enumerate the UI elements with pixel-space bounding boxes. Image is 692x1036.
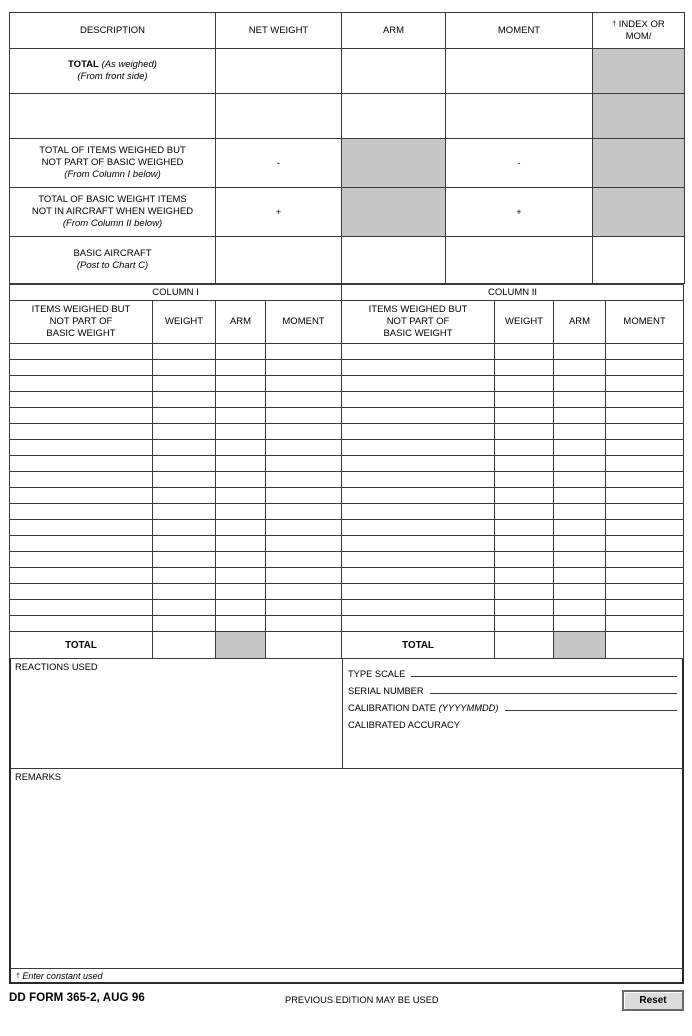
row-label-items-weighed: TOTAL OF ITEMS WEIGHED BUT NOT PART OF BASIC WEIGHED (From Column I below) [10, 139, 216, 188]
entry-arm-col2[interactable] [554, 504, 606, 520]
summary-row-total-as-weighed [10, 49, 685, 94]
entry-description-col1[interactable] [10, 616, 153, 632]
table-row [10, 616, 684, 632]
entry-description-col2[interactable] [342, 568, 495, 584]
field-arm-basic-aircraft[interactable] [342, 237, 446, 284]
entry-moment-col2[interactable] [606, 568, 684, 584]
type-scale-input[interactable] [411, 675, 677, 677]
table-row [10, 472, 684, 488]
field-arm-items-weighed [342, 139, 446, 188]
row-label-basic-aircraft: BASIC AIRCRAFT (Post to Chart C) [10, 237, 216, 284]
entry-description-col1[interactable] [10, 456, 153, 472]
entry-description-col2[interactable] [342, 600, 495, 616]
subheader-arm-col1: ARM [216, 301, 266, 344]
entry-weight-col2[interactable] [495, 504, 554, 520]
serial-number-field-row [348, 679, 677, 696]
summary-table [9, 12, 685, 284]
table-row [10, 408, 684, 424]
entry-description-col2[interactable] [342, 520, 495, 536]
entry-moment-col2[interactable] [606, 552, 684, 568]
entry-description-col1[interactable] [10, 520, 153, 536]
row-label-blank[interactable] [10, 94, 216, 139]
entry-arm-col1[interactable] [216, 424, 266, 440]
entry-weight-col1[interactable] [153, 504, 216, 520]
entry-moment-col2[interactable] [606, 520, 684, 536]
entry-description-col2[interactable] [342, 392, 495, 408]
entry-description-col1[interactable] [10, 408, 153, 424]
total-moment-col1[interactable] [266, 632, 342, 659]
entry-arm-col2[interactable] [554, 456, 606, 472]
entry-arm-col2[interactable] [554, 360, 606, 376]
entry-description-col2[interactable] [342, 376, 495, 392]
entry-description-col2[interactable] [342, 552, 495, 568]
entry-arm-col1[interactable] [216, 520, 266, 536]
serial-number-input[interactable] [430, 692, 677, 694]
entry-weight-col1[interactable] [153, 488, 216, 504]
entry-description-col1[interactable] [10, 488, 153, 504]
entry-arm-col2[interactable] [554, 552, 606, 568]
table-row [10, 520, 684, 536]
footnote-dagger-marker-icon: † [16, 973, 20, 980]
entry-moment-col1[interactable] [266, 408, 342, 424]
entry-arm-col2[interactable] [554, 424, 606, 440]
entry-moment-col1[interactable] [266, 584, 342, 600]
scale-info-box [343, 659, 682, 768]
entry-arm-col2[interactable] [554, 584, 606, 600]
table-row [10, 504, 684, 520]
entry-description-col2[interactable] [342, 360, 495, 376]
header-net-weight: NET WEIGHT [216, 13, 342, 49]
total-label-col2: TOTAL [342, 632, 495, 659]
field-net-weight-basic-items[interactable]: + [216, 188, 342, 237]
entry-weight-col1[interactable] [153, 344, 216, 360]
entry-weight-col2[interactable] [495, 408, 554, 424]
table-row [10, 376, 684, 392]
entry-description-col1[interactable] [10, 360, 153, 376]
entry-weight-col1[interactable] [153, 376, 216, 392]
entry-description-col1[interactable] [10, 552, 153, 568]
entry-arm-col1[interactable] [216, 616, 266, 632]
footnote-text: Enter constant used [22, 971, 103, 981]
field-index-items-weighed [593, 139, 685, 188]
calibrated-accuracy-field-row [348, 713, 677, 730]
entry-weight-col1[interactable] [153, 440, 216, 456]
entry-description-col1[interactable] [10, 440, 153, 456]
entry-description-col2[interactable] [342, 504, 495, 520]
header-arm: ARM [342, 13, 446, 49]
entry-description-col2[interactable] [342, 456, 495, 472]
header-moment: MOMENT [446, 13, 593, 49]
entry-arm-col1[interactable] [216, 440, 266, 456]
field-index-blank [593, 94, 685, 139]
entry-weight-col2[interactable] [495, 344, 554, 360]
entry-weight-col1[interactable] [153, 472, 216, 488]
entry-arm-col2[interactable] [554, 536, 606, 552]
entry-arm-col2[interactable] [554, 472, 606, 488]
entry-arm-col1[interactable] [216, 488, 266, 504]
entry-arm-col1[interactable] [216, 536, 266, 552]
entry-moment-col1[interactable] [266, 520, 342, 536]
entry-description-col2[interactable] [342, 440, 495, 456]
entry-weight-col2[interactable] [495, 392, 554, 408]
entry-arm-col2[interactable] [554, 376, 606, 392]
field-arm-blank[interactable] [342, 94, 446, 139]
entry-weight-col1[interactable] [153, 456, 216, 472]
entry-moment-col1[interactable] [266, 504, 342, 520]
entry-arm-col1[interactable] [216, 344, 266, 360]
dd-form-365-2 [0, 12, 692, 1036]
type-scale-label: TYPE SCALE [348, 669, 406, 679]
entry-weight-col1[interactable] [153, 616, 216, 632]
entry-moment-col2[interactable] [606, 456, 684, 472]
entry-moment-col2[interactable] [606, 408, 684, 424]
columns-band-row [10, 285, 684, 301]
entry-moment-col1[interactable] [266, 536, 342, 552]
entry-weight-col1[interactable] [153, 392, 216, 408]
entry-weight-col2[interactable] [495, 376, 554, 392]
entry-arm-col2[interactable] [554, 408, 606, 424]
serial-number-label: SERIAL NUMBER [348, 686, 424, 696]
entry-moment-col1[interactable] [266, 616, 342, 632]
entry-arm-col1[interactable] [216, 504, 266, 520]
table-row [10, 456, 684, 472]
entry-moment-col1[interactable] [266, 424, 342, 440]
calibration-date-label: CALIBRATION DATE (YYYYMMDD) [348, 703, 499, 713]
entry-arm-col1[interactable] [216, 360, 266, 376]
entry-moment-col1[interactable] [266, 456, 342, 472]
entry-moment-col1[interactable] [266, 376, 342, 392]
entry-weight-col2[interactable] [495, 360, 554, 376]
entry-moment-col2[interactable] [606, 424, 684, 440]
items-subheader-row [10, 301, 684, 344]
entry-description-col2[interactable] [342, 488, 495, 504]
subheader-moment-col2: MOMENT [606, 301, 684, 344]
entry-moment-col2[interactable] [606, 616, 684, 632]
entry-arm-col1[interactable] [216, 552, 266, 568]
table-row [10, 536, 684, 552]
entry-weight-col2[interactable] [495, 472, 554, 488]
summary-header-row [10, 13, 685, 49]
summary-row-items-weighed [10, 139, 685, 188]
field-arm-total[interactable] [342, 49, 446, 94]
entry-moment-col2[interactable] [606, 600, 684, 616]
entry-weight-col2[interactable] [495, 488, 554, 504]
field-net-weight-blank[interactable] [216, 94, 342, 139]
entry-weight-col1[interactable] [153, 408, 216, 424]
entry-arm-col1[interactable] [216, 408, 266, 424]
reset-button[interactable]: Reset [622, 990, 684, 1011]
entry-weight-col1[interactable] [153, 536, 216, 552]
entry-arm-col2[interactable] [554, 392, 606, 408]
entry-weight-col2[interactable] [495, 440, 554, 456]
total-arm-col1 [216, 632, 266, 659]
field-index-total [593, 49, 685, 94]
entry-moment-col2[interactable] [606, 392, 684, 408]
field-arm-basic-items [342, 188, 446, 237]
entry-moment-col1[interactable] [266, 568, 342, 584]
entry-weight-col1[interactable] [153, 568, 216, 584]
entry-weight-col2[interactable] [495, 616, 554, 632]
subheader-moment-col1: MOMENT [266, 301, 342, 344]
entry-arm-col2[interactable] [554, 440, 606, 456]
entry-weight-col2[interactable] [495, 536, 554, 552]
total-weight-col1[interactable] [153, 632, 216, 659]
entry-description-col2[interactable] [342, 408, 495, 424]
entry-description-col2[interactable] [342, 536, 495, 552]
subheader-arm-col2: ARM [554, 301, 606, 344]
entry-description-col1[interactable] [10, 536, 153, 552]
entry-description-col1[interactable] [10, 376, 153, 392]
field-moment-basic-aircraft[interactable] [446, 237, 593, 284]
field-moment-basic-items[interactable]: + [446, 188, 593, 237]
lower-information-section [9, 659, 684, 769]
entry-description-col1[interactable] [10, 584, 153, 600]
entry-arm-col2[interactable] [554, 600, 606, 616]
total-moment-col2[interactable] [606, 632, 684, 659]
summary-row-basic-aircraft [10, 237, 685, 284]
table-row [10, 344, 684, 360]
entry-moment-col1[interactable] [266, 488, 342, 504]
band-column-one: COLUMN I [10, 285, 342, 301]
entry-description-col1[interactable] [10, 600, 153, 616]
entry-moment-col1[interactable] [266, 552, 342, 568]
entry-moment-col2[interactable] [606, 472, 684, 488]
items-total-row [10, 632, 684, 659]
footnote-dagger-icon: † [612, 20, 617, 28]
entry-moment-col1[interactable] [266, 360, 342, 376]
total-weight-col2[interactable] [495, 632, 554, 659]
field-moment-total[interactable] [446, 49, 593, 94]
entry-weight-col1[interactable] [153, 600, 216, 616]
field-moment-items-weighed[interactable]: - [446, 139, 593, 188]
entry-arm-col2[interactable] [554, 488, 606, 504]
calibrated-accuracy-label: CALIBRATED ACCURACY [348, 720, 460, 730]
field-index-basic-items [593, 188, 685, 237]
subheader-weight-col1: WEIGHT [153, 301, 216, 344]
header-index-line2: MOM/ [625, 30, 652, 42]
summary-row-blank [10, 94, 685, 139]
entry-description-col1[interactable] [10, 344, 153, 360]
field-index-basic-aircraft[interactable] [593, 237, 685, 284]
summary-row-basic-weight-items [10, 188, 685, 237]
entry-description-col1[interactable] [10, 392, 153, 408]
subheader-description-col1: ITEMS WEIGHED BUT NOT PART OF BASIC WEIGHT [10, 301, 153, 344]
entry-weight-col2[interactable] [495, 424, 554, 440]
entry-weight-col2[interactable] [495, 584, 554, 600]
entry-moment-col1[interactable] [266, 344, 342, 360]
table-row [10, 360, 684, 376]
table-row [10, 440, 684, 456]
calibrated-accuracy-input[interactable] [466, 727, 677, 728]
entry-weight-col1[interactable] [153, 360, 216, 376]
table-row [10, 392, 684, 408]
entry-weight-col2[interactable] [495, 552, 554, 568]
entry-description-col1[interactable] [10, 568, 153, 584]
row-label-basic-weight-items: TOTAL OF BASIC WEIGHT ITEMS NOT IN AIRCRAFT WHEN WEIGHED (From Column II below) [10, 188, 216, 237]
table-row [10, 488, 684, 504]
header-index-or-mom [593, 13, 685, 49]
entry-arm-col1[interactable] [216, 392, 266, 408]
table-row [10, 584, 684, 600]
entry-weight-col1[interactable] [153, 584, 216, 600]
entry-moment-col1[interactable] [266, 472, 342, 488]
entry-arm-col2[interactable] [554, 520, 606, 536]
entry-moment-col2[interactable] [606, 440, 684, 456]
table-row [10, 424, 684, 440]
reactions-used-box[interactable] [11, 659, 343, 768]
entry-description-col1[interactable] [10, 504, 153, 520]
entry-weight-col2[interactable] [495, 600, 554, 616]
entry-moment-col1[interactable] [266, 600, 342, 616]
entry-moment-col2[interactable] [606, 360, 684, 376]
calibration-date-field-row [348, 696, 677, 713]
entry-arm-col1[interactable] [216, 472, 266, 488]
entry-moment-col2[interactable] [606, 504, 684, 520]
entry-arm-col1[interactable] [216, 456, 266, 472]
entry-arm-col1[interactable] [216, 584, 266, 600]
entry-moment-col1[interactable] [266, 392, 342, 408]
subheader-description-col2: ITEMS WEIGHED BUT NOT PART OF BASIC WEIGHT [342, 301, 495, 344]
header-description: DESCRIPTION [10, 13, 216, 49]
type-scale-field-row [348, 662, 677, 679]
entry-description-col2[interactable] [342, 616, 495, 632]
entry-description-col1[interactable] [10, 472, 153, 488]
entry-description-col2[interactable] [342, 344, 495, 360]
items-table [9, 284, 684, 659]
entry-weight-col2[interactable] [495, 520, 554, 536]
form-footer-bar [9, 990, 684, 1024]
entry-weight-col2[interactable] [495, 456, 554, 472]
entry-moment-col2[interactable] [606, 584, 684, 600]
remarks-box[interactable] [9, 769, 684, 969]
entry-arm-col1[interactable] [216, 600, 266, 616]
table-row [10, 552, 684, 568]
remarks-label: REMARKS [15, 772, 61, 782]
footnote-box [9, 969, 684, 984]
entry-moment-col2[interactable] [606, 536, 684, 552]
header-index-line1: INDEX OR [618, 18, 665, 30]
field-net-weight-items-weighed[interactable]: - [216, 139, 342, 188]
entry-arm-col1[interactable] [216, 376, 266, 392]
entry-description-col2[interactable] [342, 472, 495, 488]
previous-edition-note: PREVIOUS EDITION MAY BE USED [285, 995, 439, 1005]
entry-weight-col1[interactable] [153, 552, 216, 568]
entry-moment-col2[interactable] [606, 488, 684, 504]
table-row [10, 600, 684, 616]
entry-moment-col1[interactable] [266, 440, 342, 456]
entry-weight-col1[interactable] [153, 424, 216, 440]
entry-description-col2[interactable] [342, 424, 495, 440]
subheader-weight-col2: WEIGHT [495, 301, 554, 344]
field-moment-blank[interactable] [446, 94, 593, 139]
band-column-two: COLUMN II [342, 285, 684, 301]
entry-arm-col2[interactable] [554, 344, 606, 360]
reactions-used-label: REACTIONS USED [15, 662, 98, 672]
entry-arm-col2[interactable] [554, 616, 606, 632]
entry-moment-col2[interactable] [606, 376, 684, 392]
total-arm-col2 [554, 632, 606, 659]
entry-weight-col2[interactable] [495, 568, 554, 584]
entry-moment-col2[interactable] [606, 344, 684, 360]
field-net-weight-total[interactable] [216, 49, 342, 94]
form-identifier: DD FORM 365-2, AUG 96 [9, 992, 145, 1004]
calibration-date-input[interactable] [505, 709, 678, 711]
row-label-total-as-weighed: TOTAL (As weighed) (From front side) [10, 49, 216, 94]
entry-description-col1[interactable] [10, 424, 153, 440]
field-net-weight-basic-aircraft[interactable] [216, 237, 342, 284]
entry-description-col2[interactable] [342, 584, 495, 600]
entry-arm-col2[interactable] [554, 568, 606, 584]
total-label-col1: TOTAL [10, 632, 153, 659]
entry-weight-col1[interactable] [153, 520, 216, 536]
table-row [10, 568, 684, 584]
entry-arm-col1[interactable] [216, 568, 266, 584]
